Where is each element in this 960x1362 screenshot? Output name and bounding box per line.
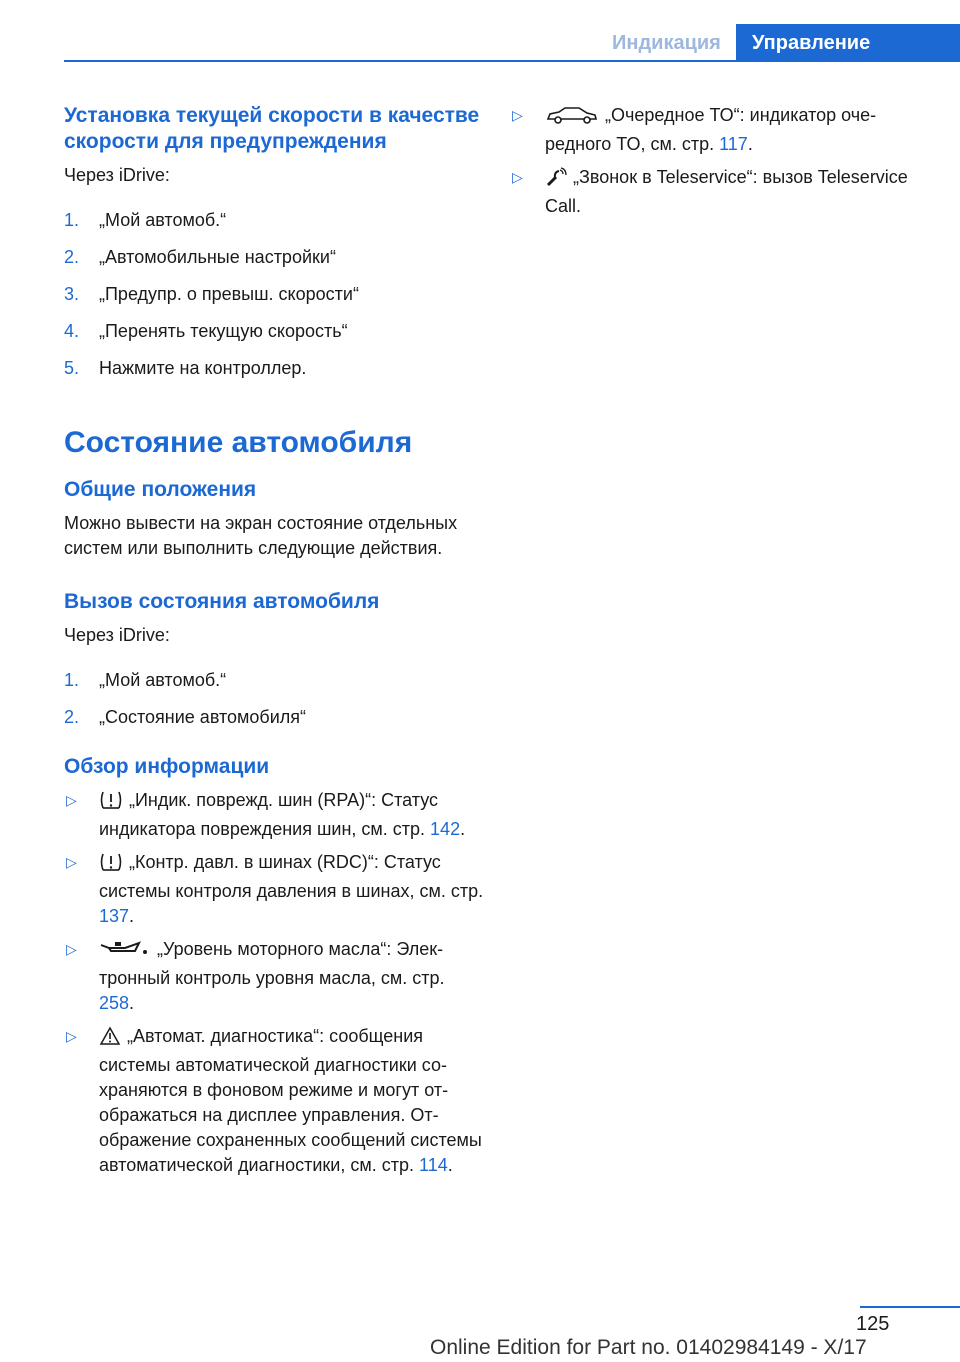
edition-footer: Online Edition for Part no. 01402984149 - X/17: [430, 1336, 867, 1359]
section-title-overview: Обзор информации: [64, 755, 270, 778]
intro-idrive: Через iDrive:: [64, 165, 170, 185]
steps-set-speed: [64, 208, 484, 381]
list-item: ▷ „Автомат. диагностика“: сообщения системы автоматической диагностики сохраняются в фоновом режиме и могут отображаться на дисплее управления. Отображение сохраненных сообщений системы автоматической диагностики, см. стр. 114.: [66, 1026, 482, 1175]
list-item: ▷ „Очередное ТО“: индикатор очередного ТО, см. стр. 117.: [512, 105, 877, 154]
list-item: 1. „Мой автомоб.“: [64, 210, 227, 230]
tire-pressure-icon: [99, 852, 123, 879]
list-item: 4. „Перенять текущую скорость“: [64, 321, 348, 341]
page-number: 125: [856, 1313, 890, 1335]
page-link-142[interactable]: 142: [430, 819, 461, 839]
bullet-triangle-icon: ▷: [66, 1028, 77, 1044]
footer-rule: [860, 1306, 960, 1308]
list-item: ▷ „Уровень моторного масла“: Электронный контроль уровня масла, см. стр. 258.: [66, 939, 445, 1013]
car-service-icon: [545, 105, 599, 132]
list-item: ▷ „Звонок в Teleservice“: вызов Teleservice Call.: [512, 167, 908, 216]
right-column: [510, 103, 930, 227]
bullet-triangle-icon: ▷: [66, 941, 77, 957]
tire-warning-icon: [99, 790, 123, 817]
bullet-triangle-icon: ▷: [66, 854, 77, 870]
page-link-117[interactable]: 117: [719, 134, 748, 154]
list-item: 2. „Состояние автомобиля“: [64, 707, 307, 727]
list-item: 5. Нажмите на контроллер.: [64, 358, 307, 378]
tab-indication[interactable]: Индикация: [612, 32, 721, 54]
warning-triangle-icon: [99, 1026, 121, 1053]
list-item: ▷ „Контр. давл. в шинах (RDC)“: Статус системы контроля давления в шинах, см. стр. 137.: [66, 852, 484, 926]
oil-can-icon: [99, 939, 151, 966]
page-link-114[interactable]: 114: [419, 1155, 448, 1175]
overview-list: [64, 788, 484, 1178]
list-item: 3. „Предупр. о превыш. скорости“: [64, 284, 359, 304]
intro-idrive-2: Через iDrive:: [64, 625, 170, 645]
section-title-general: Общие положения: [64, 478, 257, 501]
steps-call-status: [64, 668, 484, 730]
page-link-137[interactable]: 137: [99, 906, 130, 926]
bullet-triangle-icon: ▷: [512, 107, 523, 123]
bullet-triangle-icon: ▷: [66, 792, 77, 808]
list-item: 1. „Мой автомоб.“: [64, 670, 227, 690]
overview-list-continued: [510, 103, 930, 219]
left-column: [64, 103, 484, 1186]
tab-controls[interactable]: Управление: [736, 24, 960, 62]
page-title: Состояние автомобиля: [64, 426, 413, 459]
list-item: ▷ „Индик. поврежд. шин (RPA)“: Статус индикатора повреждения шин, см. стр. 142.: [66, 790, 466, 839]
section-title-call-status: Вызов состояния автомобиля: [64, 590, 380, 613]
section-title-set-speed: Установка текущей скорости в качестве скорости для предупреждения: [64, 104, 480, 153]
page-link-258[interactable]: 258: [99, 993, 130, 1013]
general-text: Можно вывести на экран состояние отдельных систем или выполнить следующие действия.: [64, 513, 458, 558]
bullet-triangle-icon: ▷: [512, 169, 523, 185]
list-item: 2. „Автомобильные настройки“: [64, 247, 336, 267]
wrench-call-icon: [545, 167, 567, 194]
